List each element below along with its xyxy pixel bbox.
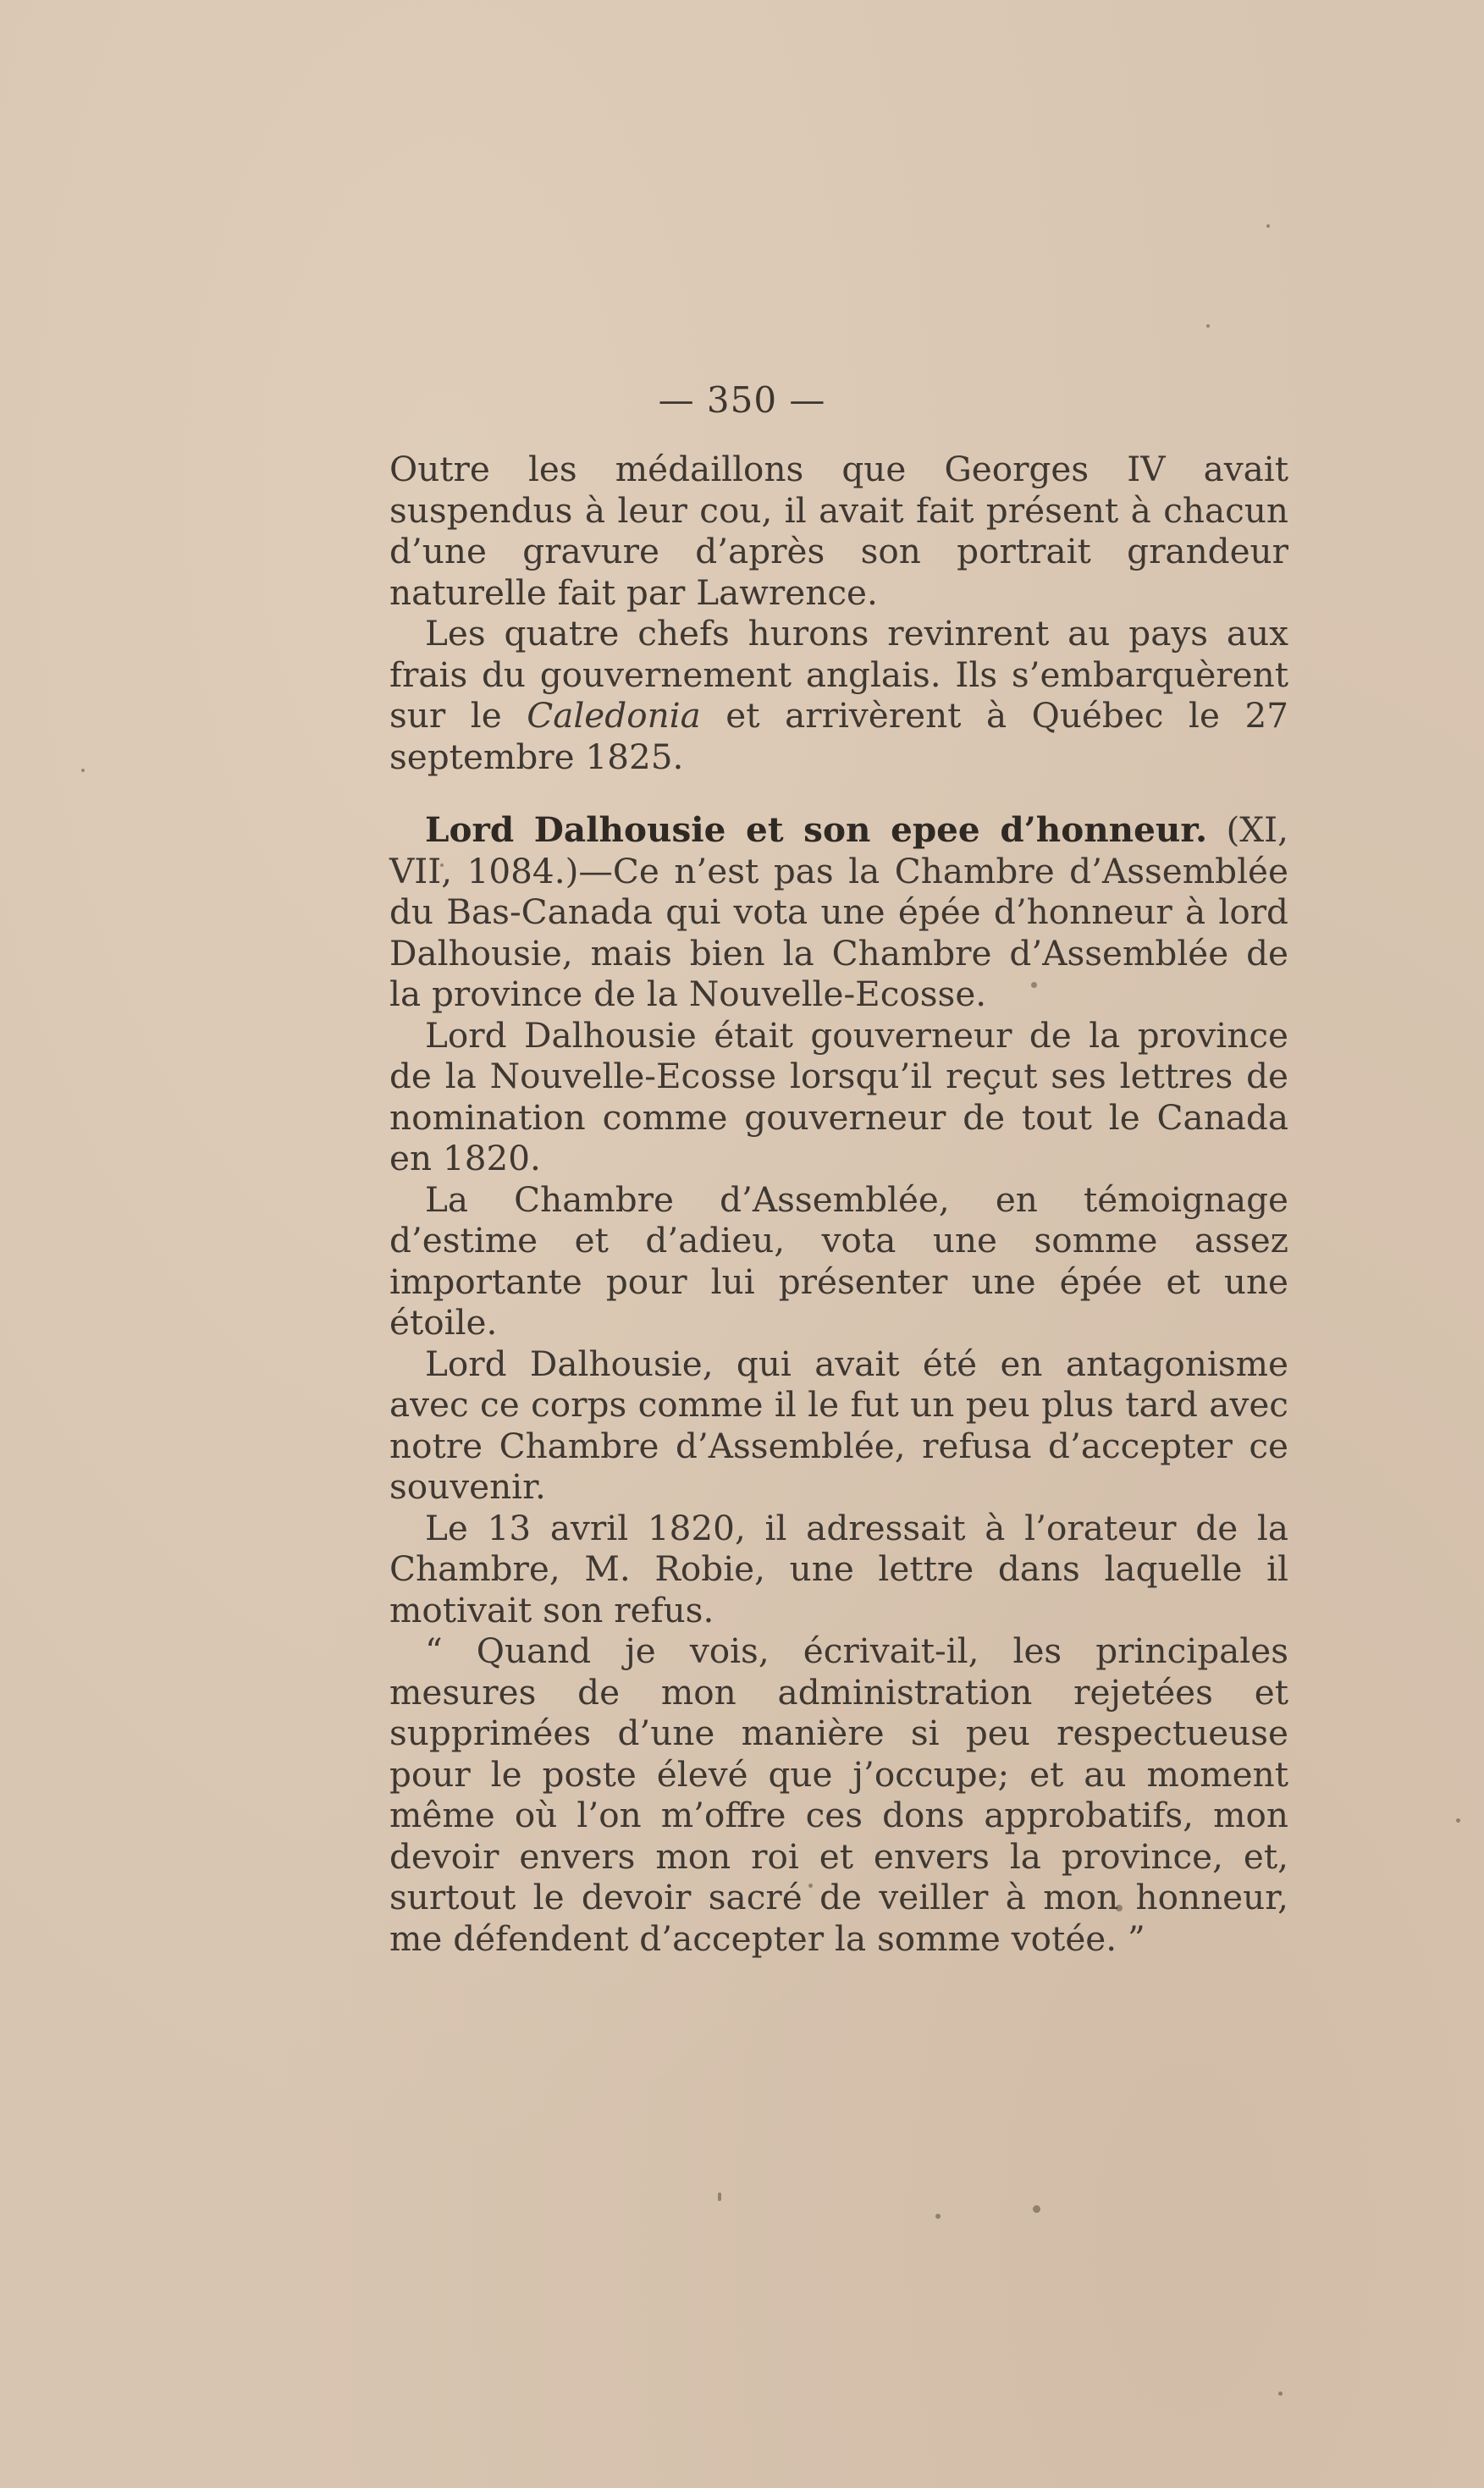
paper-speck (935, 2214, 941, 2219)
paragraph-retour-text-1: Les quatre chefs hurons revinrent au pays aux frais du gouvernement anglais. Ils s’embarquèrent sur le (389, 613, 1288, 736)
paragraph-retour-text-2: et arrivèrent à Québec le 27 septembre 1825. (389, 695, 1288, 777)
paragraph-citation: “ Quand je vois, écrivait-il, les principales mesures de mon administration rejetées et supprimées d’une manière si peu respectueuse pour le poste élevé que j’occupe; et au moment même où l’on m’offre ces dons approbatifs, mon devoir envers mon roi et envers la province, et, surtout le devoir sacré de veiller à mon honneur, me défendent d’accepter la somme votée. ” (389, 1630, 1288, 1959)
section-gap (389, 777, 1288, 809)
paragraph-refus-souvenir: Lord Dalhousie, qui avait été en antagonisme avec ce corps comme il le fut un peu plus tard avec notre Chambre d’Assemblée, refusa d’accepter ce souvenir. (389, 1343, 1288, 1507)
page-number: — 350 — (658, 379, 826, 421)
paragraph-chambre-assemblee: La Chambre d’Assemblée, en témoignage d’estime et d’adieu, vota une somme assez importante pour lui présenter une épée et une étoile. (389, 1178, 1288, 1343)
paper-speck (1033, 2205, 1040, 2213)
ship-name-caledonia: Caledonia (527, 695, 701, 736)
section-heading-epee-honneur: Lord Dalhousie et son epee d’honneur. (425, 809, 1208, 850)
body-text (389, 449, 1288, 1959)
paragraph-gouverneur: Lord Dalhousie était gouverneur de la province de la Nouvelle-Ecosse lorsqu’il reçut ses lettres de nomination comme gouverneur de tout le Canada en 1820. (389, 1014, 1288, 1178)
paragraph-lettre-robie: Le 13 avril 1820, il adressait à l’orateur de la Chambre, M. Robie, une lettre dans laquelle il motivait son refus. (389, 1507, 1288, 1630)
paragraph-retour-chefs-hurons (389, 613, 1288, 777)
paper-speck (718, 2193, 721, 2201)
paper-speck (1266, 224, 1270, 228)
paragraph-epee-honneur-body: (XI, VII, 1084.)—Ce n’est pas la Chambre d’Assemblée du Bas-Canada qui vota une épée d’honneur à lord Dalhousie, mais bien la Chambre d’Assemblée de la province de la Nouvelle-Ecosse. (389, 809, 1288, 1014)
paper-speck (81, 769, 85, 772)
paper-speck (1278, 2391, 1283, 2396)
paragraph-medaillons: Outre les médaillons que Georges IV avait suspendus à leur cou, il avait fait présent à chacun d’une gravure d’après son portrait grandeur naturelle fait par Lawrence. (389, 449, 1288, 613)
paper-speck (1206, 324, 1210, 328)
paper-speck (1456, 1818, 1460, 1823)
paragraph-epee-honneur (389, 809, 1288, 1015)
